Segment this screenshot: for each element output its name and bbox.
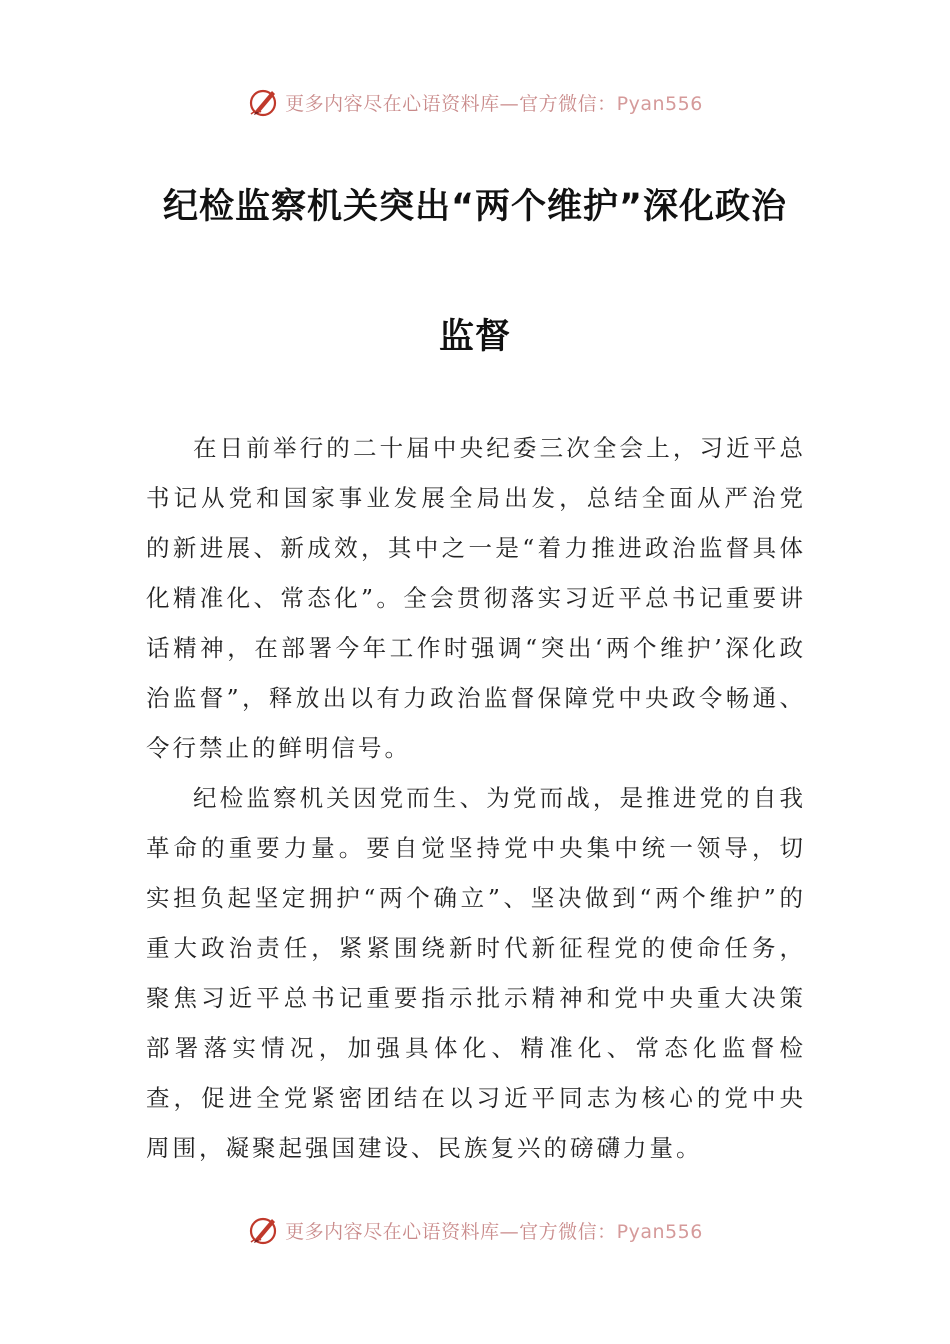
body-paragraph-2: 纪检监察机关因党而生、为党而战，是推进党的自我革命的重要力量。要自觉坚持党中央集中统一领导，切实担负起坚定拥护“两个确立”、坚决做到“两个维护”的重大政治责任，紧紧围绕新时代新征程党的使命任务，聚焦习近平总书记重要指示批示精神和党中央重大决策部署落实情况，加强具体化、精准化、常态化监督检查，促进全党紧密团结在以习近平同志为核心的党中央周围，凝聚起强国建设、民族复兴的磅礴力量。	[146, 784, 806, 1162]
document-title	[120, 170, 830, 375]
header-watermark-banner	[0, 82, 950, 122]
header-watermark-handle: Pyan556	[616, 92, 703, 115]
header-watermark-text: 更多内容尽在心语资料库—官方微信：Pyan556	[285, 92, 703, 115]
footer-watermark	[247, 1213, 703, 1247]
header-watermark	[247, 85, 703, 119]
document-body	[146, 423, 806, 1173]
footer-watermark-handle: Pyan556	[616, 1220, 703, 1243]
footer-watermark-text: 更多内容尽在心语资料库—官方微信：Pyan556	[285, 1220, 703, 1243]
document-title-line-1: 纪检监察机关突出“两个维护”深化政治	[162, 187, 787, 227]
footer-watermark-banner	[0, 1210, 950, 1250]
pen-circle-icon	[247, 1213, 281, 1247]
body-paragraph-1: 在日前举行的二十届中央纪委三次全会上，习近平总书记从党和国家事业发展全局出发，总结全面从严治党的新进展、新成效，其中之一是“着力推进政治监督具体化精准化、常态化”。全会贯彻落实习近平总书记重要讲话精神，在部署今年工作时强调“突出‘两个维护’深化政治监督”，释放出以有力政治监督保障党中央政令畅通、令行禁止的鲜明信号。	[146, 434, 806, 762]
pen-circle-icon	[247, 85, 281, 119]
document-title-line-2: 监督	[438, 317, 511, 357]
